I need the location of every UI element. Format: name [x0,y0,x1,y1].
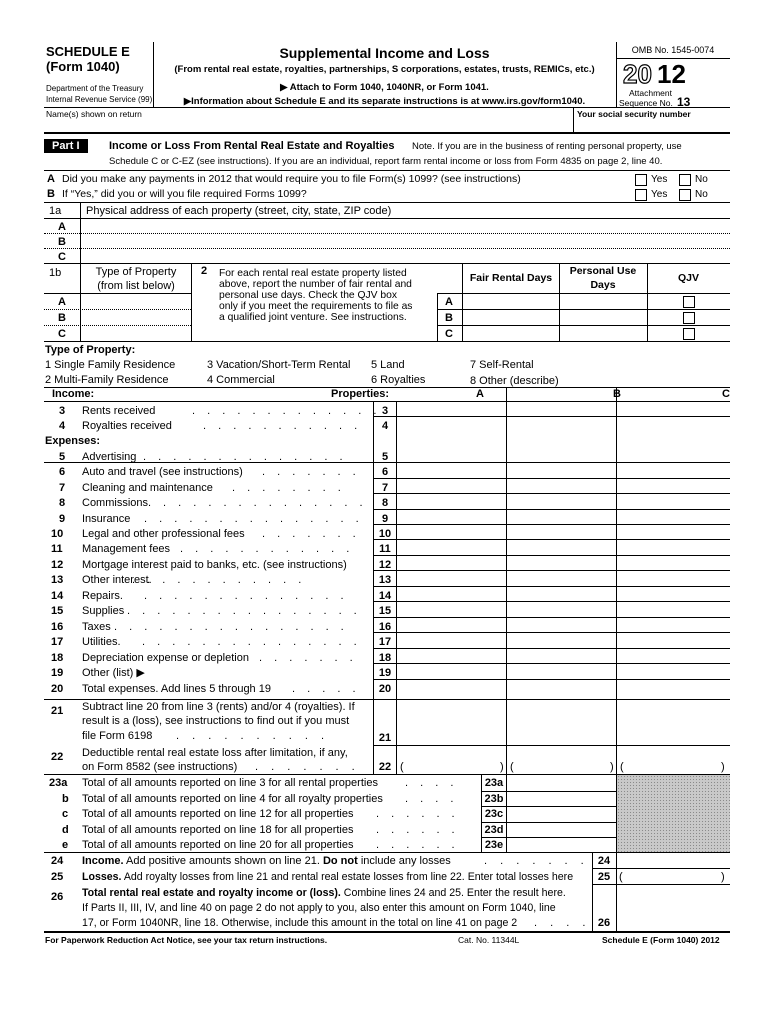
line-7-label: Cleaning and maintenance [82,482,213,494]
line-23c-box-number: 23c [484,808,504,820]
line-25-number: 25 [51,871,64,883]
line-4-box-number: 4 [381,420,389,432]
line-9-box-number: 9 [381,513,389,525]
line-leader: . . . . . . . . . . . . . . . . [114,621,349,633]
line-2-text-5: a qualified joint venture. See instructions. [219,312,407,323]
line-8-label: Commissions. [82,497,152,509]
line-23d-input[interactable] [507,823,616,838]
line-leader: . . . . . . . . . . . . . . . [142,636,362,648]
type-of-property-header: Type of Property [95,266,177,278]
line-5-label: Advertising [82,451,137,463]
line-17-input-b[interactable] [507,632,616,647]
sequence-label: Sequence No. [619,98,673,108]
fair-rental-days-input-a[interactable] [463,294,559,309]
type-row-c-letter: C [58,328,66,340]
qjv-checkbox-a[interactable] [683,296,695,308]
line-leader: . . . . . . . . . . . . . . . [144,513,364,525]
line-10-input-c[interactable] [617,524,730,539]
line-21-number: 21 [51,705,64,717]
line-10-box-number: 10 [378,528,392,540]
line-15-input-b[interactable] [507,601,616,616]
line-1a-label: Physical address of each property (street, city, state, ZIP code) [86,205,392,217]
question-a-text: Did you make any payments in 2012 that would require you to file Form(s) 1099? (see instructions) [62,173,521,185]
name-input[interactable] [44,120,573,132]
footer-catalog-number: Cat. No. 11344L [458,935,520,945]
line-9-input-c[interactable] [617,509,730,524]
line-22-close-c: ) [721,761,725,773]
line-5-number: 5 [59,451,66,463]
dept-irs: Internal Revenue Service (99) [46,95,153,104]
line-23a-box-number: 23a [484,777,504,789]
line-6-box-number: 6 [381,466,389,478]
line-leader: . . . . [405,793,458,805]
part-note-2: Schedule C or C-EZ (see instructions). If you are an individual, report farm rental income or loss from Form 4835 on page 2, line 40. [109,156,663,167]
form-number: (Form 1040) [46,59,120,74]
properties-label: Properties: [331,388,390,400]
line-3-input-c[interactable] [617,401,730,416]
line-4-input-c[interactable] [617,416,730,431]
column-c-header: C [722,388,730,400]
line-10-label: Legal and other professional fees [82,528,245,540]
line-17-number: 17 [51,636,64,648]
line-23e-label: Total of all amounts reported on line 20 for all properties [82,839,354,851]
line-6-input-a[interactable] [397,462,506,477]
line-20-input-b[interactable] [507,679,616,694]
line-22-input-a[interactable] [405,760,499,774]
type-of-property-title: Type of Property: [45,344,136,356]
type-option-5: 5 Land [371,359,405,371]
line-23a-number: 23a [49,777,68,789]
line-19-box-number: 19 [378,667,392,679]
line-3-input-b[interactable] [507,401,616,416]
line-3-box-number: 3 [381,405,389,417]
line-10-number: 10 [51,528,64,540]
personal-use-days-input-c[interactable] [560,326,647,341]
line-25-box: 25 [597,871,611,883]
line-6-label: Auto and travel (see instructions) [82,466,243,478]
line-23e-number: e [62,839,69,851]
question-a-letter: A [47,173,55,185]
line-7-input-b[interactable] [507,478,616,493]
line-5-input-b[interactable] [507,447,616,462]
line-24-number: 24 [51,855,64,867]
line-8-input-b[interactable] [507,493,616,508]
line-21-input-c[interactable] [617,700,730,745]
line-20-label: Total expenses. Add lines 5 through 19 [82,683,271,695]
line-leader: . . . . . . [376,808,460,820]
line-24-leader: . . . . . . . [484,855,589,867]
line-1b-number: 1b [49,267,62,279]
line-23e-box-number: 23e [484,839,504,851]
line-19-input-a[interactable] [397,663,506,678]
line-14-label: Repairs. [82,590,123,602]
footer-schedule-label: Schedule E (Form 1040) 2012 [602,935,720,945]
line-26-box: 26 [597,917,611,929]
footer-paperwork-notice: For Paperwork Reduction Act Notice, see your tax return instructions. [45,935,328,945]
line-5-box-number: 5 [381,451,389,463]
line-18-input-c[interactable] [617,648,730,663]
line-12-number: 12 [51,559,64,571]
line-23c-label: Total of all amounts reported on line 12 for all properties [82,808,354,820]
line-19-number: 19 [51,667,64,679]
line-23b-label: Total of all amounts reported on line 4 for all royalty properties [82,793,383,805]
line-22-close-a: ) [500,761,504,773]
line-10-input-a[interactable] [397,524,506,539]
line-leader: . . . . . . . . . . . . . . [144,590,349,602]
line-23d-number: d [62,824,69,836]
line-23c-number: c [62,808,69,820]
line-leader: . . . . . . . . . . . [203,420,362,432]
line-leader: . . . . . . . . . . . . [180,543,354,555]
line-18-box-number: 18 [378,652,392,664]
line-11-box-number: 11 [379,543,391,555]
line-16-input-c[interactable] [617,617,730,632]
line-11-input-c[interactable] [617,539,730,554]
line-23a-label: Total of all amounts reported on line 3 for all rental properties [82,777,378,789]
line-20-number: 20 [51,683,64,695]
ssn-label: Your social security number [577,109,691,119]
line-9-number: 9 [59,513,66,525]
line-2-text-2: above, report the number of fair rental and [219,279,412,290]
line-leader: . . . . . . [376,824,460,836]
type-input-a[interactable] [81,294,191,309]
type-option-2: 2 Multi-Family Residence [45,374,169,386]
line-2-text-3: personal use days. Check the QJV box [219,290,398,301]
year-bold: 12 [657,59,686,89]
line-25-text: Losses. Add royalty losses from line 21 and rental real estate losses from line 22. Enter total losses here [82,871,574,883]
question-b-yes-label: Yes [651,189,668,200]
line-4-input-a[interactable] [397,416,506,431]
line-19-input-b[interactable] [507,663,616,678]
line-23e-input[interactable] [507,838,616,853]
column-b-header: B [613,388,621,400]
line-4-input-b[interactable] [507,416,616,431]
question-b-text: If “Yes,” did you or will you file required Forms 1099? [62,188,307,200]
line-16-input-b[interactable] [507,617,616,632]
line-12-input-a[interactable] [397,555,506,570]
line-21-text-1: Subtract line 20 from line 3 (rents) and/or 4 (royalties). If [82,701,355,713]
line-25-open: ( [619,871,623,883]
address-row-c-letter: C [58,251,66,263]
line-11-input-b[interactable] [507,539,616,554]
line-18-label: Depreciation expense or depletion [82,652,249,664]
line-6-number: 6 [59,466,66,478]
line-13-label: Other interest. [82,574,152,586]
year-outline: 20 [623,59,652,89]
line-18-number: 18 [51,652,64,664]
line-leader: . . . . . . . . . . . . . [192,405,381,417]
line-12-input-c[interactable] [617,555,730,570]
line-22-input-c[interactable] [625,760,719,774]
personal-use-header: Personal Use [569,265,637,277]
line-7-input-c[interactable] [617,478,730,493]
type-option-7: 7 Self-Rental [470,359,534,371]
line-14-input-c[interactable] [617,586,730,601]
line-13-input-a[interactable] [397,570,506,585]
line-11-input-a[interactable] [397,539,506,554]
type-option-1: 1 Single Family Residence [45,359,176,371]
line-17-label: Utilities. [82,636,121,648]
line-16-input-a[interactable] [397,617,506,632]
names-label: Name(s) shown on return [46,109,142,119]
line-3-label: Rents received [82,405,156,417]
line-21-text-2: result is a (loss), see instructions to find out if you must [82,715,350,727]
type-option-8: 8 Other (describe) [470,375,559,387]
question-b-no-checkbox[interactable] [679,189,691,201]
type-input-b[interactable] [81,310,191,325]
line-21-leader: . . . . . . . . . . [176,730,330,742]
line-24-box: 24 [597,855,611,867]
other-describe-input[interactable] [568,375,730,387]
expenses-label: Expenses: [45,435,101,447]
line-9-input-a[interactable] [397,509,506,524]
line-3-number: 3 [59,405,66,417]
line-6-input-b[interactable] [507,462,616,477]
line-5-input-c[interactable] [617,447,730,462]
line-24-text: Income. Add positive amounts shown on line 21. Do not include any losses [82,855,451,867]
line-7-box-number: 7 [381,482,389,494]
line-2-text-4: only if you meet the requirements to file as [219,301,413,312]
type-row-b-letter: B [58,312,66,324]
line-26-leader: . . . . [534,917,591,929]
attach-instruction: ▶ Attach to Form 1040, 1040NR, or Form 1041. [280,82,489,93]
fair-rental-days-input-c[interactable] [463,326,559,341]
line-4-label: Royalties received [82,420,172,432]
line-17-input-a[interactable] [397,632,506,647]
line-25-input[interactable] [625,869,719,884]
line-13-number: 13 [51,574,64,586]
line-2-text-1: For each rental real estate property listed [219,268,407,279]
fair-rental-days-input-b[interactable] [463,310,559,325]
info-instruction: ▶Information about Schedule E and its separate instructions is at www.irs.gov/form1040. [183,96,586,107]
line-1a-number: 1a [49,205,62,217]
line-13-input-c[interactable] [617,570,730,585]
question-a-no-checkbox[interactable] [679,174,691,186]
type-row-a-letter: A [58,296,66,308]
line-leader: . . . . [405,777,458,789]
days-row-c-letter: C [445,328,453,340]
shaded-area [617,775,730,852]
line-15-input-c[interactable] [617,601,730,616]
line-8-number: 8 [59,497,66,509]
address-row-a-letter: A [58,221,66,233]
sequence-number: 13 [677,95,691,109]
line-22-text-1: Deductible rental real estate loss after limitation, if any, [82,747,348,759]
address-input-a[interactable] [81,219,730,233]
type-input-c[interactable] [81,326,191,341]
line-leader: . . . . . . . . . . . . [132,574,306,586]
type-option-6: 6 Royalties [371,374,426,386]
line-22-open-c: ( [620,761,624,773]
line-leader: . . . . . . . [262,466,361,478]
fair-rental-days-header: Fair Rental Days [469,272,553,284]
line-17-input-c[interactable] [617,632,730,647]
line-2-number: 2 [201,265,208,277]
line-4-number: 4 [59,420,66,432]
line-26-number: 26 [51,891,64,903]
line-15-box-number: 15 [378,605,392,617]
line-7-number: 7 [59,482,66,494]
line-16-number: 16 [51,621,64,633]
line-22-box: 22 [378,761,392,773]
part-heading: Income or Loss From Rental Real Estate and Royalties [109,140,395,152]
dept-treasury: Department of the Treasury [46,84,144,93]
line-14-number: 14 [51,590,64,602]
address-row-b-letter: B [58,236,66,248]
line-19-label: Other (list) ▶ [82,667,145,679]
qjv-checkbox-c[interactable] [683,328,695,340]
line-9-label: Insurance [82,513,131,525]
question-b-letter: B [47,188,55,200]
line-13-box-number: 13 [378,574,392,586]
line-23b-input[interactable] [507,792,616,807]
line-19-input-c[interactable] [617,663,730,678]
line-7-input-a[interactable] [397,478,506,493]
line-8-box-number: 8 [381,497,389,509]
address-input-c[interactable] [81,249,730,263]
line-22-text-2: on Form 8582 (see instructions) [82,761,238,773]
line-21-box: 21 [378,732,392,744]
schedule-name: SCHEDULE E [46,44,130,59]
personal-use-days-input-a[interactable] [560,294,647,309]
line-11-number: 11 [51,543,63,555]
line-26-text-3: 17, or Form 1040NR, line 18. Otherwise, include this amount in the total on line 41 on page 2 [82,917,518,929]
line-22-number: 22 [51,751,64,763]
line-23d-label: Total of all amounts reported on line 18 for all properties [82,824,354,836]
line-3-input-a[interactable] [397,401,506,416]
line-leader: . . . . . . [376,839,460,851]
question-a-yes-label: Yes [651,174,668,185]
line-17-box-number: 17 [378,636,392,648]
personal-use-days-input-b[interactable] [560,310,647,325]
line-15-number: 15 [51,605,64,617]
line-20-box-number: 20 [378,683,392,695]
line-13-input-b[interactable] [507,570,616,585]
line-leader: . . . . . . . . [232,482,346,494]
line-15-label: Supplies [82,605,125,617]
days-row-a-letter: A [445,296,453,308]
question-a-yes-checkbox[interactable] [635,174,647,186]
line-15-input-a[interactable] [397,601,506,616]
days-row-b-letter: B [445,312,453,324]
question-b-yes-checkbox[interactable] [635,189,647,201]
type-option-3: 3 Vacation/Short-Term Rental [207,359,351,371]
line-24-input[interactable] [617,853,730,868]
line-22-input-b[interactable] [515,760,609,774]
type-option-4: 4 Commercial [207,374,275,386]
line-26-text-2: If Parts II, III, IV, and line 40 on page 2 do not apply to you, also enter this amount on Form 1040, line [82,902,556,914]
line-26-input[interactable] [617,885,730,931]
type-of-property-subheader: (from list below) [97,280,175,292]
line-21-text-3: file Form 6198 [82,730,153,742]
line-23b-number: b [62,793,69,805]
attachment-label: Attachment [629,88,672,98]
line-11-label: Management fees [82,543,171,555]
line-leader: . . . . . [292,683,361,695]
personal-use-days-header: Days [590,279,616,291]
line-8-input-a[interactable] [397,493,506,508]
line-14-input-b[interactable] [507,586,616,601]
line-12-input-b[interactable] [507,555,616,570]
column-a-header: A [476,388,484,400]
line-22-open-b: ( [510,761,514,773]
line-23b-box-number: 23b [484,793,504,805]
form-subtitle: (From rental real estate, royalties, partnerships, S corporations, estates, trusts, REMICs, etc.) [174,64,595,75]
line-25-close: ) [721,871,725,883]
part-tag-label: Part I [52,140,80,152]
line-leader: . . . . . . . . . . . . . . [143,451,348,463]
qjv-checkbox-b[interactable] [683,312,695,324]
line-16-box-number: 16 [378,621,392,633]
question-b-no-label: No [695,189,708,200]
line-22-open-a: ( [400,761,404,773]
line-leader: . . . . . . . [262,528,361,540]
line-22-close-b: ) [610,761,614,773]
line-5-input-a[interactable] [397,447,506,462]
line-18-input-b[interactable] [507,648,616,663]
line-16-label: Taxes [82,621,111,633]
line-23d-box-number: 23d [484,824,504,836]
line-23c-input[interactable] [507,807,616,822]
qjv-header: QJV [677,272,699,284]
line-9-input-b[interactable] [507,509,616,524]
line-leader: . . . . . . . [259,652,358,664]
omb-number: OMB No. 1545-0074 [631,45,715,55]
line-22-leader: . . . . . . . [255,761,360,773]
line-10-input-b[interactable] [507,524,616,539]
line-20-input-c[interactable] [617,679,730,694]
line-18-input-a[interactable] [397,648,506,663]
income-label: Income: [52,388,95,400]
part-note: Note. If you are in the business of renting personal property, use [412,141,682,152]
form-title: Supplemental Income and Loss [279,45,490,61]
line-26-text-1: Total rental real estate and royalty income or (loss). Combine lines 24 and 25. Enter the result here. [82,887,566,899]
line-14-input-a[interactable] [397,586,506,601]
line-12-label: Mortgage interest paid to banks, etc. (see instructions) [82,559,347,571]
line-leader: . . . . . . . . . . . . . . [163,497,368,509]
line-14-box-number: 14 [378,590,392,602]
line-6-input-c[interactable] [617,462,730,477]
line-23a-input[interactable] [507,776,616,791]
line-8-input-c[interactable] [617,493,730,508]
line-21-input-b[interactable] [507,700,616,745]
question-a-no-label: No [695,174,708,185]
ssn-input[interactable] [574,120,730,132]
line-leader: . . . . . . . . . . . . . . . . [127,605,362,617]
address-input-b[interactable] [81,234,730,248]
line-21-input-a[interactable] [397,700,506,745]
line-12-box-number: 12 [378,559,392,571]
line-20-input-a[interactable] [397,679,506,694]
